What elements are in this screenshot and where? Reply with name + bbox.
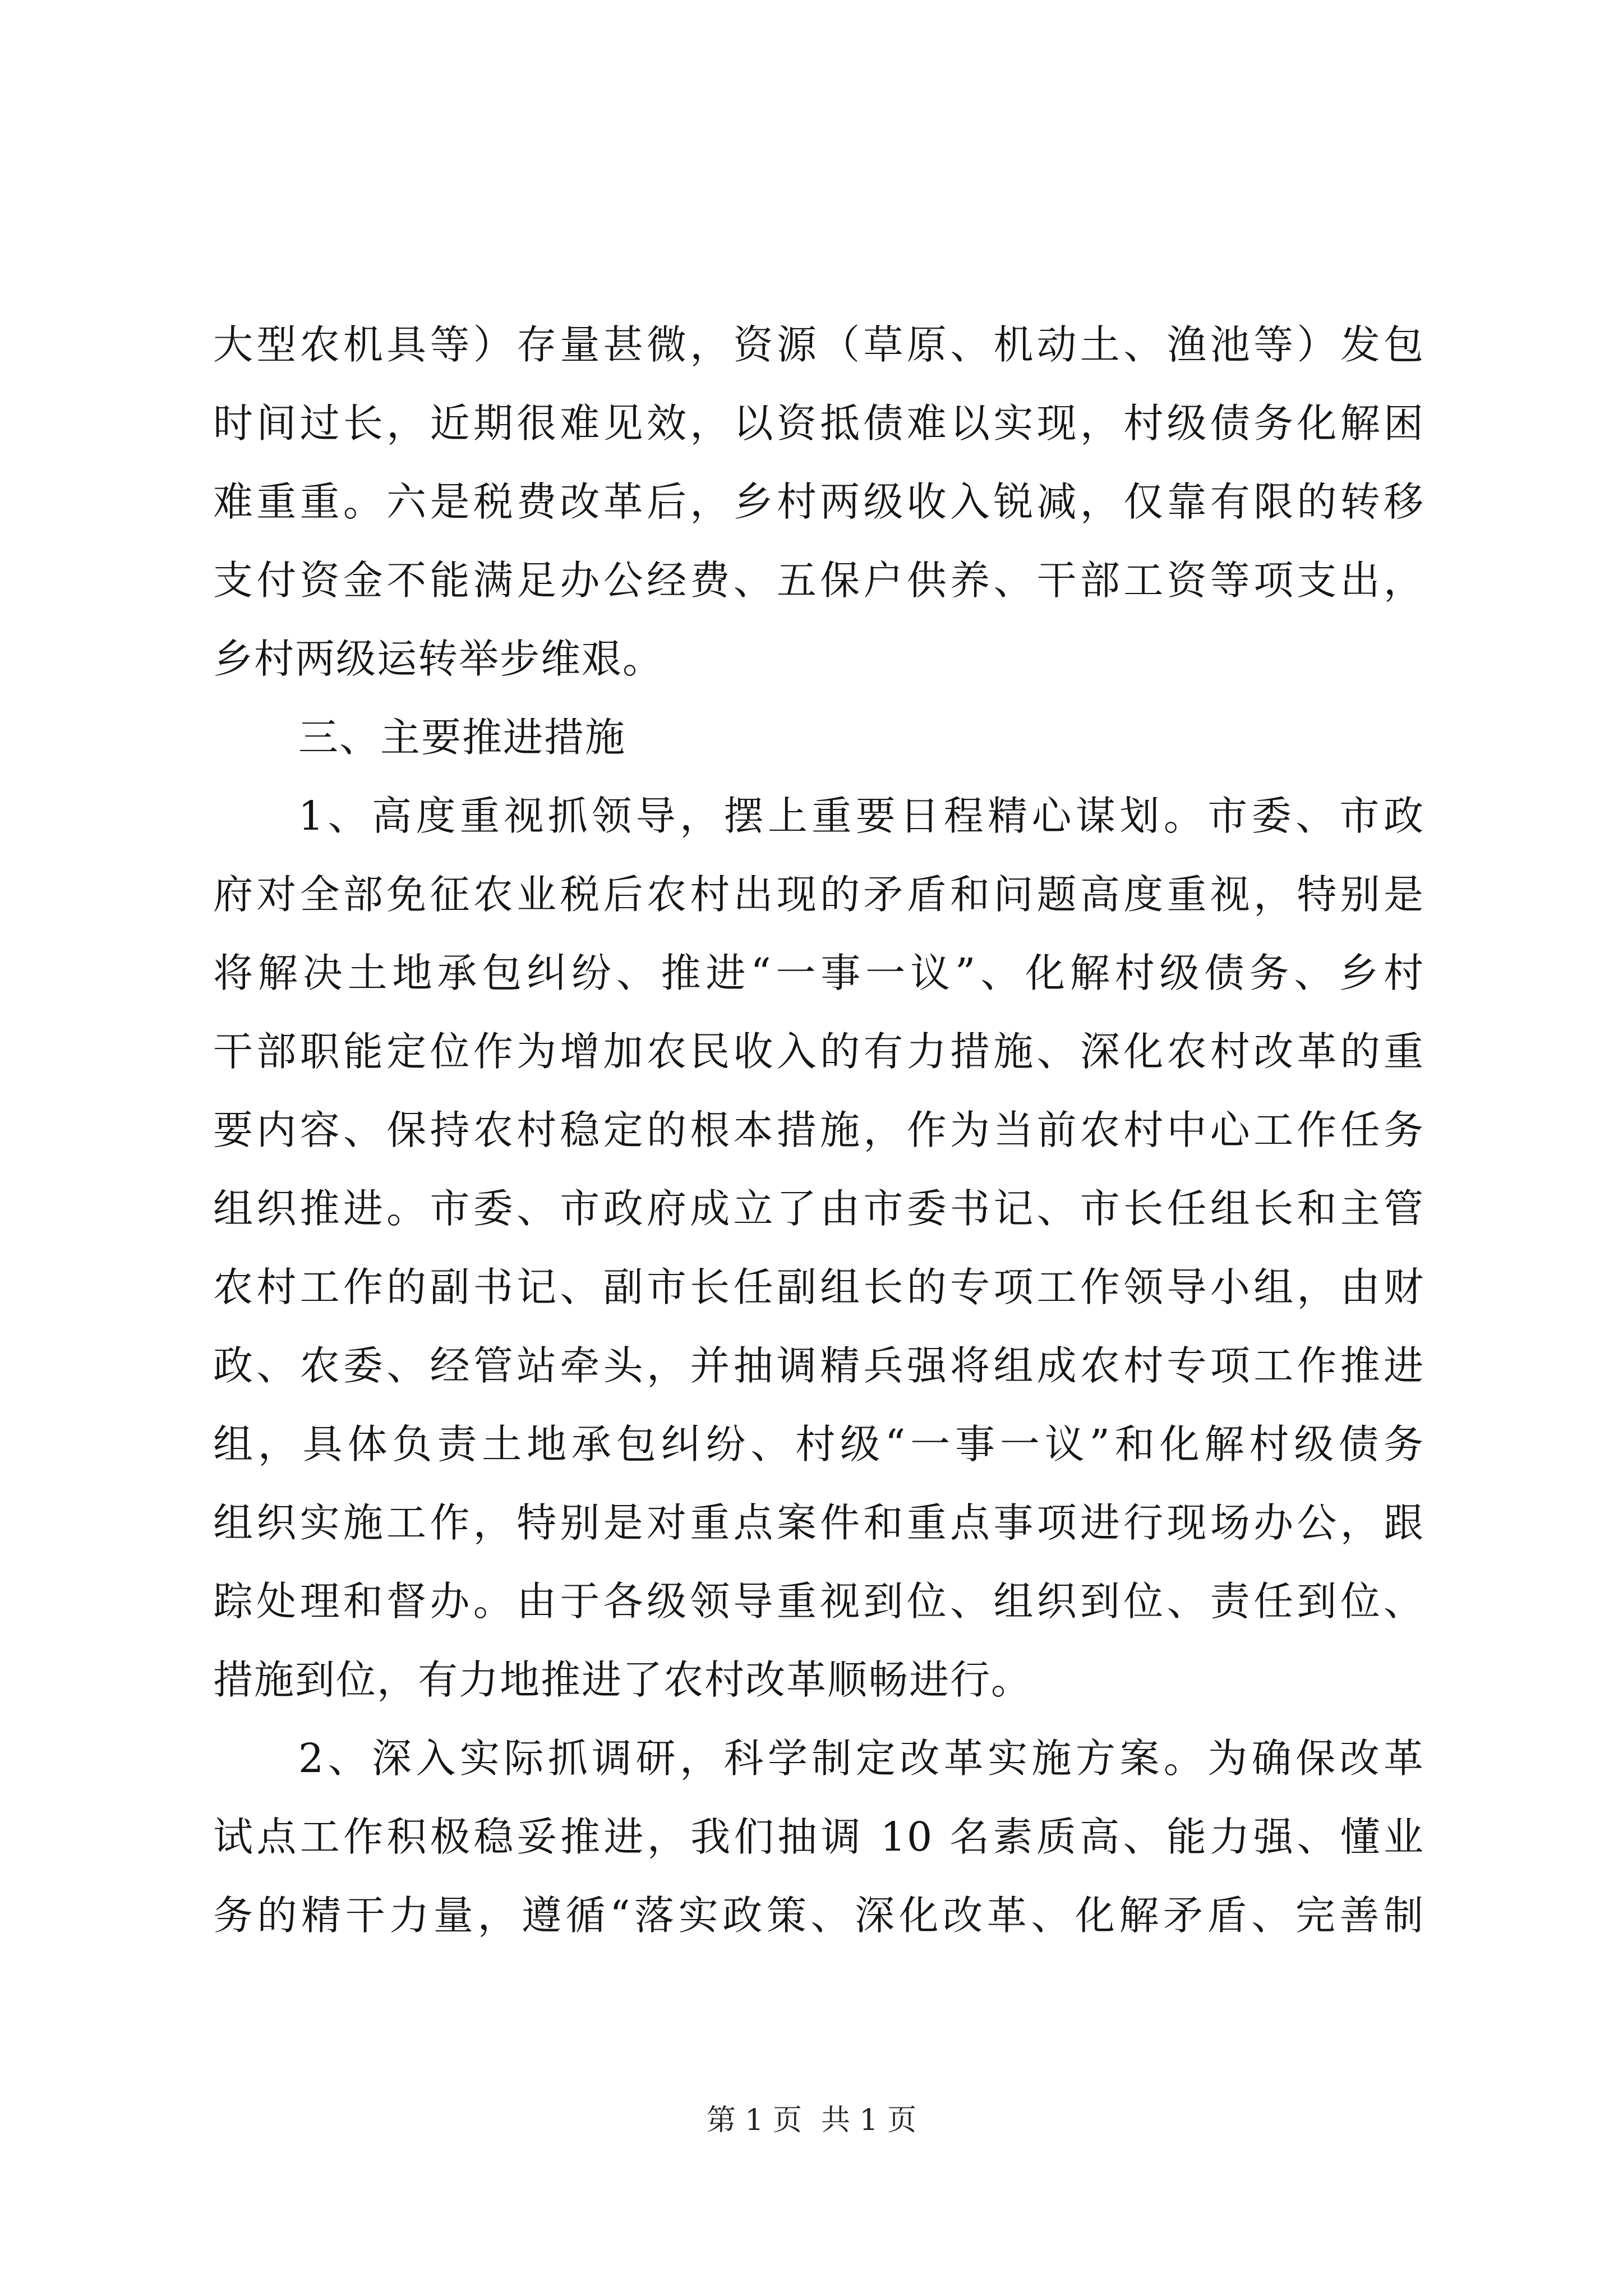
text-line: 措施到位，有力地推进了农村改革顺畅进行。 — [213, 1657, 1032, 1703]
text-line: 踪处理和督办。由于各级领导重视到位、组织到位、责任到位、 — [213, 1578, 1424, 1625]
text-line: 难重重。六是税费改革后，乡村两级收入锐减，仅靠有限的转移 — [213, 478, 1424, 525]
text-line: 政、农委、经管站牵头，并抽调精兵强将组成农村专项工作推进 — [213, 1342, 1424, 1389]
text-line: 干部职能定位作为增加农民收入的有力措施、深化农村改革的重 — [213, 1028, 1424, 1075]
text-line: 将解决土地承包纠纷、推进“一事一议”、化解村级债务、乡村 — [213, 950, 1424, 996]
page-number: 第 1 页 — [706, 2104, 802, 2137]
page-footer — [0, 2098, 1623, 2143]
text-line: 组织推进。市委、市政府成立了由市委书记、市长任组长和主管 — [213, 1185, 1424, 1232]
text-line: 要内容、保持农村稳定的根本措施，作为当前农村中心工作任务 — [213, 1107, 1424, 1153]
text-line: 2、深入实际抓调研，科学制定改革实施方案。为确保改革 — [298, 1735, 1424, 1782]
text-line: 支付资金不能满足办公经费、五保户供养、干部工资等项支出， — [213, 557, 1424, 604]
text-line: 1、高度重视抓领导，摆上重要日程精心谋划。市委、市政 — [298, 793, 1424, 839]
text-line: 试点工作积极稳妥推进，我们抽调 10 名素质高、能力强、懂业 — [213, 1814, 1424, 1860]
text-line: 农村工作的副书记、副市长任副组长的专项工作领导小组，由财 — [213, 1264, 1424, 1310]
text-line: 时间过长，近期很难见效，以资抵债难以实现，村级债务化解困 — [213, 400, 1424, 447]
text-line: 组，具体负责土地承包纠纷、村级“一事一议”和化解村级债务 — [213, 1421, 1424, 1467]
text-line: 乡村两级运转举步维艰。 — [213, 636, 664, 682]
text-line: 务的精干力量，遵循“落实政策、深化改革、化解矛盾、完善制 — [213, 1892, 1424, 1939]
text-line: 大型农机具等）存量甚微，资源（草原、机动土、渔池等）发包 — [213, 321, 1424, 368]
text-line: 府对全部免征农业税后农村出现的矛盾和问题高度重视，特别是 — [213, 871, 1424, 918]
page-total: 共 1 页 — [821, 2104, 917, 2137]
section-heading: 三、主要推进措施 — [298, 714, 626, 761]
text-line: 组织实施工作，特别是对重点案件和重点事项进行现场办公，跟 — [213, 1499, 1424, 1546]
